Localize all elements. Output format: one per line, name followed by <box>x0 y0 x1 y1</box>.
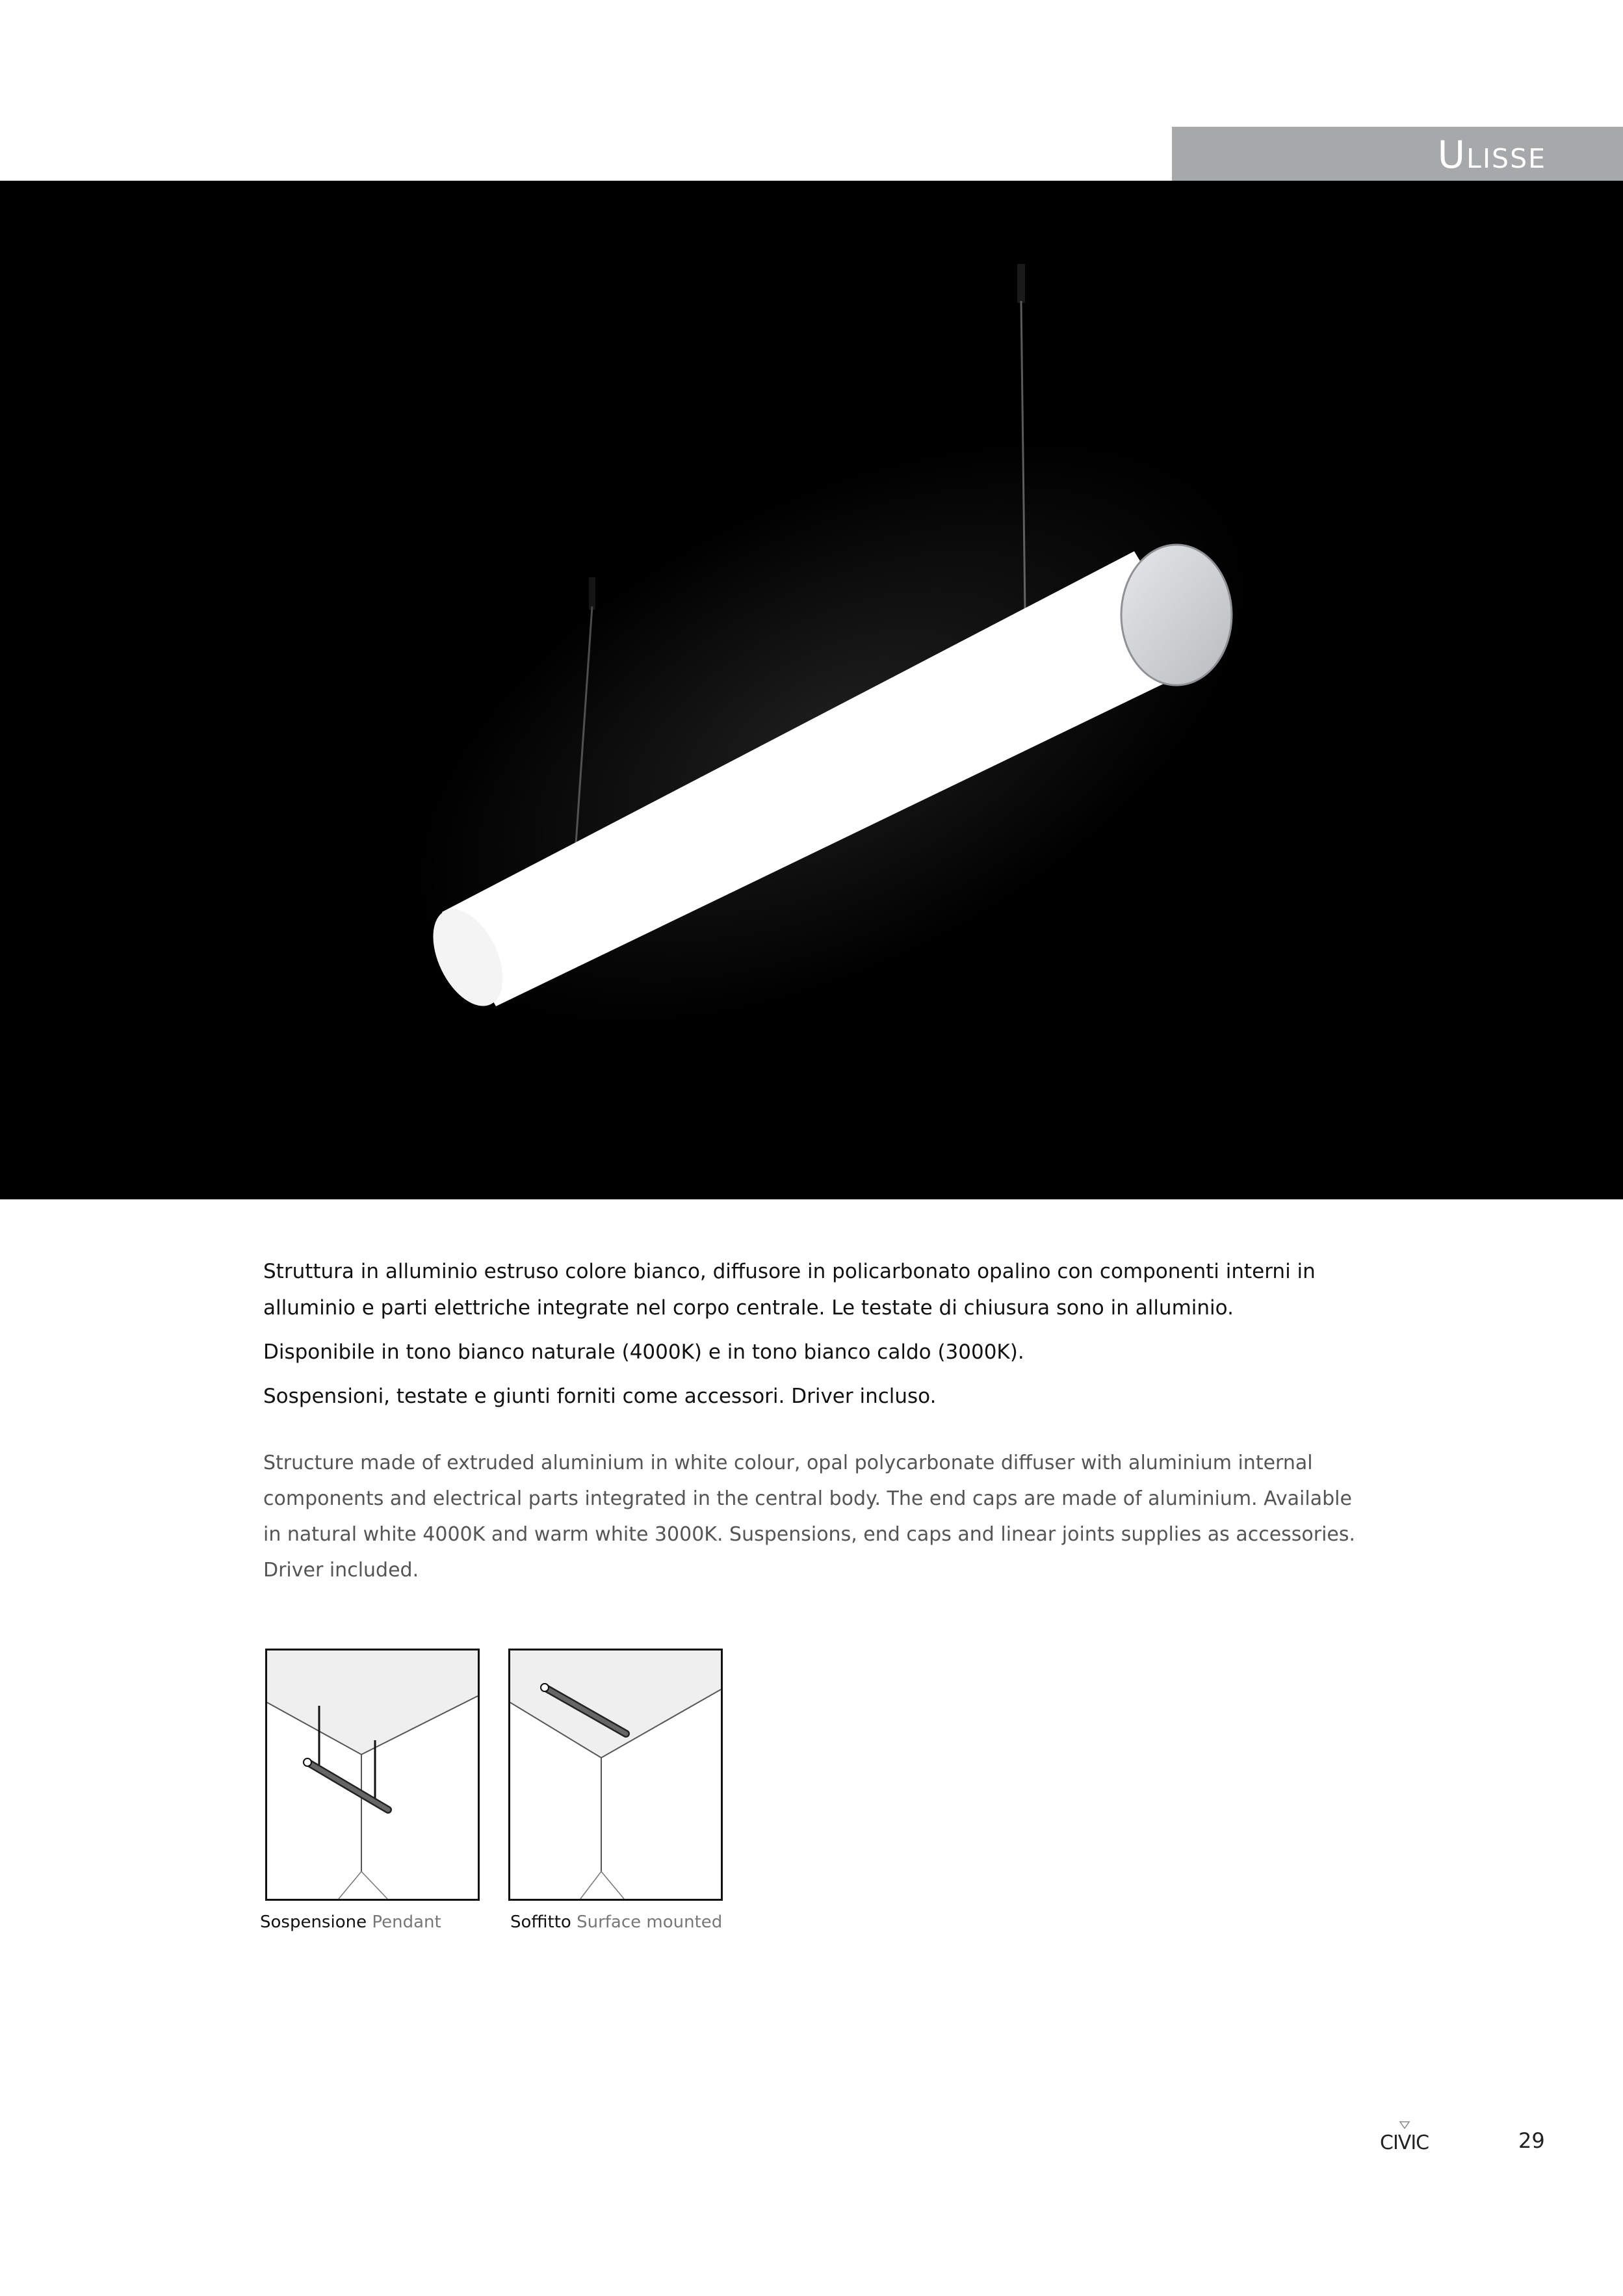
pendant-label-en: Pendant <box>372 1912 441 1932</box>
svg-text:CIVIC: CIVIC <box>1380 2132 1429 2153</box>
description-en-paragraph: Structure made of extruded aluminium in white colour, opal polycarbonate diffuser with aluminium internal components and electrical parts integrated in the central body. The end caps are made of aluminium. Available in natural white 4000K and warm white 3000K. Suspensions, end caps and linear joints supplies as accessories. Driver included. <box>263 1452 1356 1582</box>
surface-mounted-diagram <box>508 1649 723 1901</box>
pendant-diagram <box>265 1649 480 1901</box>
surface-label-it: Soffitto <box>510 1912 571 1932</box>
description-english <box>263 1445 1375 1588</box>
page-title: Ulisse <box>1437 133 1546 177</box>
title-tab <box>1172 127 1623 181</box>
surface-mounted-caption <box>510 1911 722 1933</box>
description-it-paragraph: Disponibile in tono bianco naturale (4000K) e in tono bianco caldo (3000K). <box>263 1340 1024 1364</box>
product-photo <box>0 181 1623 1199</box>
description-it-paragraph: Struttura in alluminio estruso colore bianco, diffusore in policarbonato opalino con componenti interni in alluminio e parti elettriche integrate nel corpo centrale. Le testate di chiusura sono in alluminio. <box>263 1260 1316 1320</box>
description-it-paragraph: Sospensioni, testate e giunti forniti come accessori. Driver incluso. <box>263 1385 937 1408</box>
pendant-caption <box>260 1911 441 1933</box>
page-number: 29 <box>1518 2128 1545 2153</box>
description-italian <box>263 1253 1375 1422</box>
pendant-label-it: Sospensione <box>260 1912 367 1932</box>
surface-label-en: Surface mounted <box>577 1912 723 1932</box>
civic-logo <box>1379 2120 1433 2153</box>
